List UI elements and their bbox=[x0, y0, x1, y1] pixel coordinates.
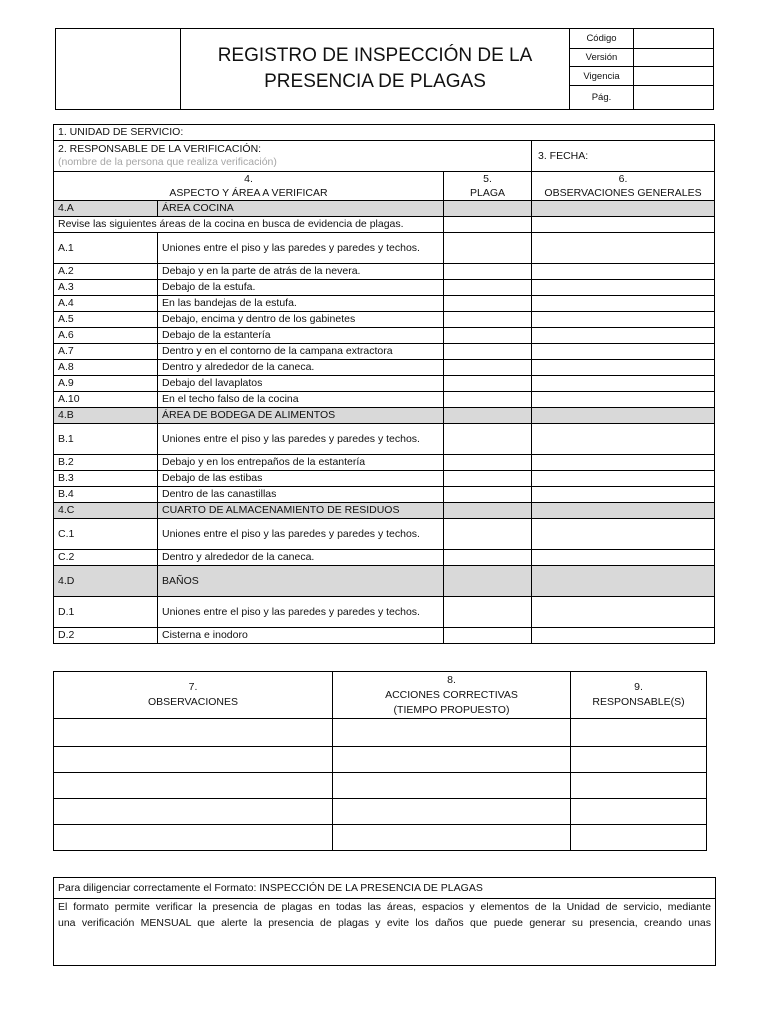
observacion-cell[interactable] bbox=[54, 773, 333, 799]
table-row bbox=[54, 424, 715, 455]
item-code: B.1 bbox=[54, 424, 158, 455]
observaciones-number: 7. bbox=[188, 681, 198, 693]
observaciones-label: OBSERVACIONES bbox=[147, 696, 239, 708]
plaga-cell[interactable] bbox=[444, 312, 532, 328]
table-row bbox=[54, 360, 715, 376]
responsable-cell[interactable] bbox=[571, 719, 707, 747]
item-code: D.1 bbox=[54, 597, 158, 628]
observacion-cell[interactable] bbox=[532, 597, 715, 628]
table-row bbox=[54, 455, 715, 471]
table-row bbox=[54, 392, 715, 408]
item-code: C.1 bbox=[54, 519, 158, 550]
item-code: A.8 bbox=[54, 360, 158, 376]
responsable-hint: (nombre de la persona que realiza verificación) bbox=[58, 156, 277, 168]
plaga-cell[interactable] bbox=[444, 344, 532, 360]
acciones-sublabel: (TIEMPO PROPUESTO) bbox=[393, 703, 510, 716]
item-code: A.9 bbox=[54, 376, 158, 392]
pag-label: Pág. bbox=[570, 85, 634, 109]
item-text: Debajo de la estantería bbox=[158, 328, 444, 344]
item-code: A.3 bbox=[54, 280, 158, 296]
observacion-cell[interactable] bbox=[532, 519, 715, 550]
version-label: Versión bbox=[570, 49, 634, 67]
codigo-field[interactable] bbox=[634, 29, 714, 49]
table-row bbox=[54, 550, 715, 566]
responsable-cell[interactable] bbox=[571, 799, 707, 825]
table-row bbox=[54, 296, 715, 312]
item-code: A.2 bbox=[54, 264, 158, 280]
item-text: Dentro y en el contorno de la campana extractora bbox=[158, 344, 444, 360]
instrucciones-line-1: El formato permite verificar la presencia de plagas en todas las áreas, espacios y elementos de la Unidad de servicio, mediante bbox=[58, 901, 711, 913]
responsable-cell[interactable] bbox=[571, 773, 707, 799]
table-row bbox=[54, 487, 715, 503]
table-row bbox=[54, 328, 715, 344]
observacion-cell[interactable] bbox=[532, 392, 715, 408]
section-code: 4.D bbox=[54, 566, 158, 597]
observacion-cell[interactable] bbox=[532, 312, 715, 328]
plaga-cell[interactable] bbox=[444, 519, 532, 550]
observacion-cell[interactable] bbox=[532, 233, 715, 264]
observacion-cell[interactable] bbox=[532, 201, 715, 217]
observacion-cell[interactable] bbox=[532, 487, 715, 503]
observacion-cell[interactable] bbox=[532, 328, 715, 344]
instrucciones-box bbox=[53, 877, 716, 966]
item-text: Debajo del lavaplatos bbox=[158, 376, 444, 392]
plaga-cell[interactable] bbox=[444, 233, 532, 264]
title-line-2: PRESENCIA DE PLAGAS bbox=[264, 71, 486, 92]
table-row bbox=[54, 597, 715, 628]
plaga-cell[interactable] bbox=[444, 296, 532, 312]
plaga-cell[interactable] bbox=[444, 471, 532, 487]
section-name: BAÑOS bbox=[158, 566, 444, 597]
document-header bbox=[55, 28, 714, 110]
plaga-cell[interactable] bbox=[444, 628, 532, 644]
observacion-cell[interactable] bbox=[532, 296, 715, 312]
responsables-label: RESPONSABLE(S) bbox=[592, 696, 685, 708]
instrucciones-title: Para diligenciar correctamente el Formato: INSPECCIÓN DE LA PRESENCIA DE PLAGAS bbox=[54, 878, 716, 899]
section-code: 4.B bbox=[54, 408, 158, 424]
section-note: Revise las siguientes áreas de la cocina en busca de evidencia de plagas. bbox=[54, 217, 444, 233]
observacion-cell[interactable] bbox=[532, 566, 715, 597]
responsable-cell[interactable] bbox=[571, 825, 707, 851]
vigencia-label: Vigencia bbox=[570, 67, 634, 85]
plaga-cell[interactable] bbox=[444, 328, 532, 344]
item-text: Uniones entre el piso y las paredes y paredes y techos. bbox=[158, 519, 444, 550]
table-row bbox=[54, 799, 707, 825]
responsables-header bbox=[571, 672, 707, 719]
table-row bbox=[54, 280, 715, 296]
accion-cell[interactable] bbox=[333, 799, 571, 825]
section-header bbox=[54, 201, 715, 217]
table-row bbox=[54, 233, 715, 264]
plaga-cell[interactable] bbox=[444, 392, 532, 408]
observacion-cell[interactable] bbox=[532, 503, 715, 519]
plaga-cell[interactable] bbox=[444, 597, 532, 628]
plaga-cell[interactable] bbox=[444, 201, 532, 217]
plaga-cell[interactable] bbox=[444, 360, 532, 376]
observacion-cell[interactable] bbox=[532, 280, 715, 296]
item-code: A.10 bbox=[54, 392, 158, 408]
page-title bbox=[181, 29, 570, 110]
item-text: Dentro y alrededor de la caneca. bbox=[158, 360, 444, 376]
observacion-cell[interactable] bbox=[54, 747, 333, 773]
responsables-number: 9. bbox=[634, 681, 643, 693]
observacion-cell[interactable] bbox=[532, 376, 715, 392]
unidad-servicio-field[interactable]: 1. UNIDAD DE SERVICIO: bbox=[54, 125, 715, 141]
observacion-cell[interactable] bbox=[532, 628, 715, 644]
item-text: Cisterna e inodoro bbox=[158, 628, 444, 644]
item-text: Dentro de las canastillas bbox=[158, 487, 444, 503]
observacion-cell[interactable] bbox=[532, 455, 715, 471]
item-text: En el techo falso de la cocina bbox=[158, 392, 444, 408]
plaga-cell[interactable] bbox=[444, 376, 532, 392]
observacion-cell[interactable] bbox=[532, 344, 715, 360]
version-field[interactable] bbox=[634, 49, 714, 67]
responsable-cell[interactable] bbox=[571, 747, 707, 773]
item-code: A.7 bbox=[54, 344, 158, 360]
section-name: CUARTO DE ALMACENAMIENTO DE RESIDUOS bbox=[158, 503, 444, 519]
item-text: Dentro y alrededor de la caneca. bbox=[158, 550, 444, 566]
item-code: A.6 bbox=[54, 328, 158, 344]
fecha-field[interactable]: 3. FECHA: bbox=[532, 141, 715, 172]
item-text: Uniones entre el piso y las paredes y paredes y techos. bbox=[158, 597, 444, 628]
aspecto-header bbox=[54, 172, 444, 201]
plaga-cell[interactable] bbox=[444, 550, 532, 566]
item-code: B.2 bbox=[54, 455, 158, 471]
item-text: Uniones entre el piso y las paredes y paredes y techos. bbox=[158, 424, 444, 455]
accion-cell[interactable] bbox=[333, 719, 571, 747]
observacion-cell[interactable] bbox=[532, 550, 715, 566]
table-row bbox=[54, 825, 707, 851]
item-text: Debajo, encima y dentro de los gabinetes bbox=[158, 312, 444, 328]
observacion-cell[interactable] bbox=[532, 408, 715, 424]
observaciones-label: OBSERVACIONES GENERALES bbox=[544, 187, 702, 199]
item-code: B.4 bbox=[54, 487, 158, 503]
item-text: Debajo y en los entrepaños de la estantería bbox=[158, 455, 444, 471]
item-code: D.2 bbox=[54, 628, 158, 644]
observacion-cell[interactable] bbox=[532, 217, 715, 233]
item-text: Debajo de las estibas bbox=[158, 471, 444, 487]
aspecto-label: ASPECTO Y ÁREA A VERIFICAR bbox=[169, 187, 328, 199]
item-text: Uniones entre el piso y las paredes y paredes y techos. bbox=[158, 233, 444, 264]
title-line-1: REGISTRO DE INSPECCIÓN DE LA bbox=[217, 45, 533, 66]
codigo-label: Código bbox=[570, 29, 634, 49]
inspection-table bbox=[53, 124, 715, 644]
observacion-cell[interactable] bbox=[54, 799, 333, 825]
section-name: ÁREA DE BODEGA DE ALIMENTOS bbox=[158, 408, 444, 424]
observacion-cell[interactable] bbox=[532, 360, 715, 376]
table-row bbox=[54, 264, 715, 280]
section-code: 4.A bbox=[54, 201, 158, 217]
accion-cell[interactable] bbox=[333, 825, 571, 851]
section-header bbox=[54, 408, 715, 424]
observaciones-generales-header bbox=[532, 172, 715, 201]
plaga-cell[interactable] bbox=[444, 455, 532, 471]
table-row bbox=[54, 376, 715, 392]
plaga-cell[interactable] bbox=[444, 566, 532, 597]
observaciones-header bbox=[54, 672, 333, 719]
responsable-label: 2. RESPONSABLE DE LA VERIFICACIÓN: bbox=[58, 143, 262, 155]
section-name: ÁREA COCINA bbox=[158, 201, 444, 217]
instrucciones-body bbox=[54, 899, 716, 966]
accion-cell[interactable] bbox=[333, 747, 571, 773]
plaga-cell[interactable] bbox=[444, 264, 532, 280]
aspecto-number: 4. bbox=[244, 173, 253, 185]
observaciones-number: 6. bbox=[618, 173, 628, 185]
item-text: En las bandejas de la estufa. bbox=[158, 296, 444, 312]
vigencia-field[interactable] bbox=[634, 67, 714, 85]
plaga-cell[interactable] bbox=[444, 280, 532, 296]
plaga-header bbox=[444, 172, 532, 201]
logo-placeholder bbox=[56, 29, 181, 110]
plaga-cell[interactable] bbox=[444, 503, 532, 519]
observaciones-table bbox=[53, 671, 707, 851]
observacion-cell[interactable] bbox=[54, 719, 333, 747]
table-row bbox=[54, 519, 715, 550]
plaga-cell[interactable] bbox=[444, 217, 532, 233]
plaga-cell[interactable] bbox=[444, 487, 532, 503]
pag-field[interactable] bbox=[634, 85, 714, 109]
table-row bbox=[54, 628, 715, 644]
instrucciones-line-2: una verificación MENSUAL que alerte la presencia de plagas y evite los daños que puede generar su presencia, creando unas bbox=[58, 917, 711, 929]
table-row bbox=[54, 312, 715, 328]
observacion-cell[interactable] bbox=[532, 424, 715, 455]
observacion-cell[interactable] bbox=[532, 264, 715, 280]
table-row bbox=[54, 773, 707, 799]
item-text: Debajo de la estufa. bbox=[158, 280, 444, 296]
section-note-row bbox=[54, 217, 715, 233]
table-row bbox=[54, 471, 715, 487]
item-code: A.1 bbox=[54, 233, 158, 264]
accion-cell[interactable] bbox=[333, 773, 571, 799]
item-code: A.4 bbox=[54, 296, 158, 312]
plaga-cell[interactable] bbox=[444, 408, 532, 424]
acciones-label: ACCIONES CORRECTIVAS bbox=[385, 688, 518, 701]
item-code: A.5 bbox=[54, 312, 158, 328]
responsable-field[interactable] bbox=[54, 141, 532, 172]
table-row bbox=[54, 719, 707, 747]
item-code: B.3 bbox=[54, 471, 158, 487]
observacion-cell[interactable] bbox=[54, 825, 333, 851]
item-code: C.2 bbox=[54, 550, 158, 566]
section-code: 4.C bbox=[54, 503, 158, 519]
table-row bbox=[54, 344, 715, 360]
section-header bbox=[54, 566, 715, 597]
acciones-number: 8. bbox=[447, 673, 456, 686]
table-row bbox=[54, 747, 707, 773]
item-text: Debajo y en la parte de atrás de la nevera. bbox=[158, 264, 444, 280]
section-header bbox=[54, 503, 715, 519]
plaga-cell[interactable] bbox=[444, 424, 532, 455]
acciones-correctivas-header bbox=[333, 672, 571, 719]
plaga-label: PLAGA bbox=[469, 187, 506, 199]
plaga-number: 5. bbox=[483, 173, 492, 185]
observacion-cell[interactable] bbox=[532, 471, 715, 487]
